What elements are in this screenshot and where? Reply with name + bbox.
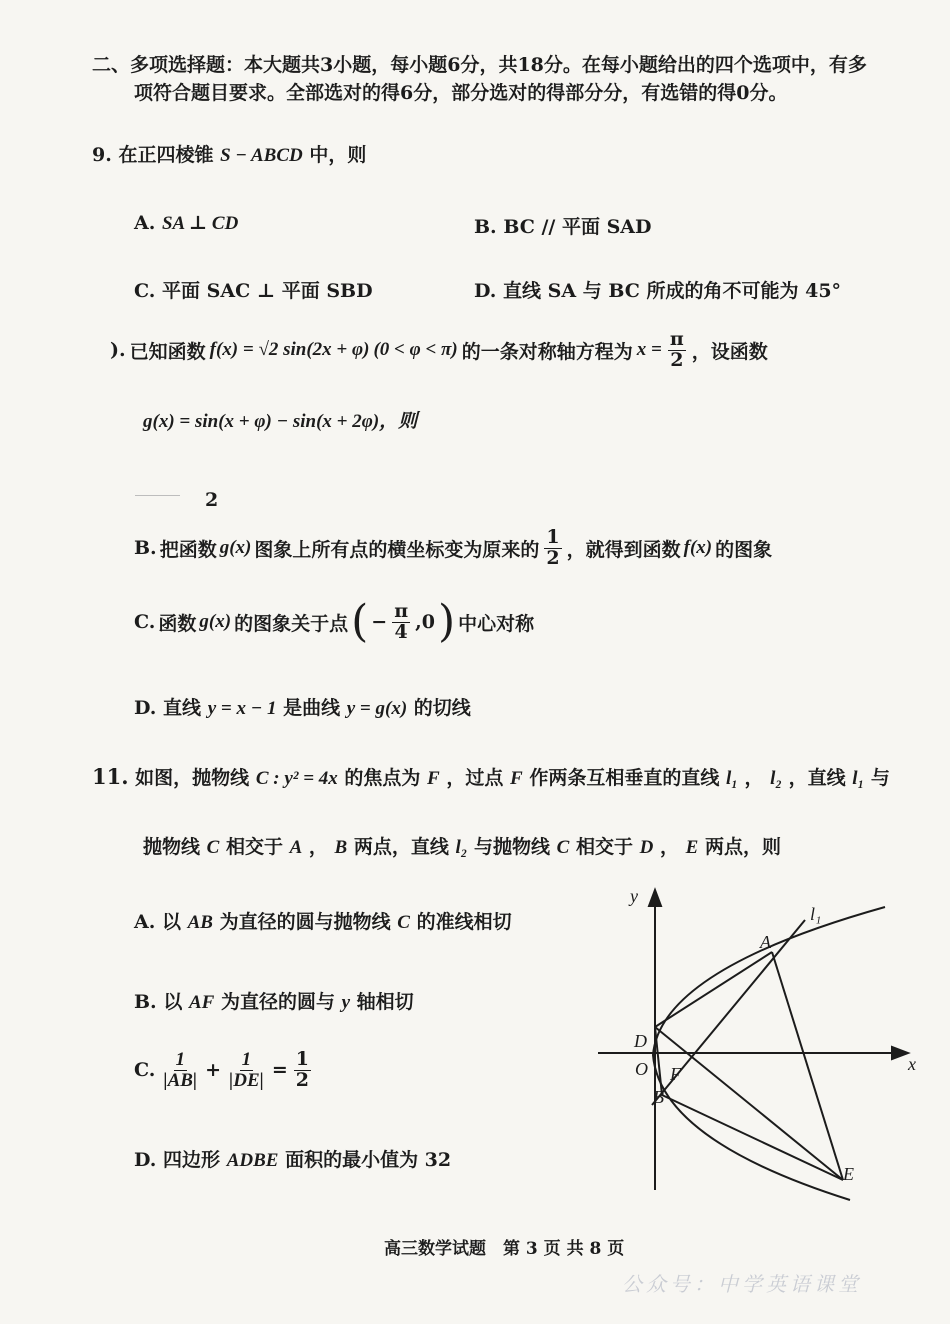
point-d-label: D	[634, 1031, 647, 1051]
stem-math: A	[289, 837, 303, 858]
option-text: ，就得到函数	[566, 538, 681, 561]
stem-math: F	[510, 768, 523, 789]
scan-artifact-line	[135, 495, 180, 496]
y-axis-arrow	[649, 890, 661, 906]
fraction-denominator: 4	[394, 620, 408, 643]
option-letter: A.	[134, 911, 156, 933]
focus-f-label: F	[670, 1064, 681, 1084]
section-heading-line2: 项符合题目要求。全部选对的得6分，部分选对的得部分分，有选错的得0分。	[134, 82, 788, 104]
fraction-denominator: 2	[670, 348, 684, 371]
option-text: 的图象	[715, 538, 773, 561]
stem-text: 相交于	[575, 836, 633, 858]
question-11-option-c	[134, 1050, 313, 1091]
option-letter: A.	[134, 212, 156, 234]
option-text: SA ⊥ CD	[161, 213, 239, 234]
option-text: 面积的最小值为 32	[285, 1149, 452, 1171]
segment-ae	[772, 952, 843, 1180]
option-letter: C.	[134, 280, 156, 302]
question-10-prefix: 已知函数	[129, 340, 206, 363]
option-letter: B.	[474, 216, 497, 238]
stem-math: l₁	[725, 768, 738, 789]
option-fraction	[392, 599, 410, 643]
question-9-option-d	[474, 276, 841, 303]
option-letter: D.	[134, 697, 157, 719]
option-fraction-ab	[161, 1050, 199, 1091]
stem-text: 两点，则	[704, 836, 781, 858]
fraction-numerator: 1	[295, 1048, 309, 1070]
option-fraction-de	[227, 1050, 266, 1091]
stem-text: ，直线	[788, 767, 846, 789]
question-10-option-c	[134, 596, 535, 647]
stem-math: F	[427, 768, 440, 789]
option-text: 为直径的圆与	[220, 991, 335, 1013]
option-text: 的图象关于点	[234, 612, 349, 635]
option-text: 把函数	[159, 538, 217, 561]
equals-sign: =	[271, 1059, 288, 1082]
fraction-denominator: 2	[295, 1068, 309, 1091]
stem-math: C	[556, 837, 570, 858]
option-math: g(x)	[199, 611, 232, 632]
fraction-denominator: |DE|	[229, 1069, 264, 1091]
page-footer: 高三数学试题 第 3 页 共 8 页	[384, 1239, 625, 1259]
option-letter: D.	[134, 1149, 157, 1171]
option-text: 以	[161, 911, 181, 933]
stem-math: D	[639, 837, 654, 858]
stem-math: C : y² = 4x	[255, 768, 338, 789]
question-9-pyramid: S − ABCD	[220, 145, 303, 166]
option-text: 是曲线	[283, 697, 341, 719]
question-10-option-b	[134, 528, 772, 569]
option-text: 的准线相切	[416, 911, 512, 933]
question-11-option-b	[134, 987, 414, 1014]
option-math: y = x − 1	[207, 698, 277, 719]
option-text: 的切线	[413, 697, 471, 719]
option-text: 中心对称	[458, 612, 535, 635]
x-axis-arrow	[892, 1047, 908, 1059]
question-10-stem	[110, 330, 768, 371]
option-math: AB	[187, 912, 213, 933]
watermark-text: 公众号：中学英语课堂	[622, 1272, 862, 1296]
stem-math: l₁	[852, 768, 865, 789]
question-9-option-a	[134, 212, 238, 235]
fraction-numerator: π	[669, 328, 684, 350]
stem-text: ，	[659, 836, 679, 858]
parabola-figure	[590, 880, 930, 1210]
fraction-denominator: 2	[546, 546, 560, 569]
question-11-line1	[92, 763, 890, 790]
stem-text: 作两条互相垂直的直线	[529, 767, 720, 789]
option-fraction-half	[294, 1050, 311, 1091]
point-a-label: A	[760, 932, 771, 952]
option-text: 直线	[163, 697, 202, 719]
fraction-numerator: 1	[546, 526, 560, 548]
option-fraction	[544, 528, 561, 569]
question-10-axis-fraction	[668, 330, 686, 371]
question-9-option-b	[474, 212, 652, 239]
question-11-number: 11.	[92, 764, 129, 789]
option-math: f(x)	[683, 537, 713, 559]
option-math: AF	[188, 992, 215, 1013]
question-10-number: ).	[110, 339, 126, 362]
question-9-number: 9.	[92, 144, 112, 166]
question-9-prefix: 在正四棱锥	[118, 144, 214, 166]
stem-math: l₂	[455, 837, 468, 858]
question-9-suffix: 中，则	[309, 144, 367, 166]
question-11-line2	[143, 832, 781, 859]
option-math: y = g(x)	[346, 698, 408, 719]
fraction-numerator: 1	[241, 1049, 252, 1070]
stem-text: ，	[308, 836, 328, 858]
option-text: 平面 SAC ⊥ 平面 SBD	[162, 280, 373, 302]
option-letter: B.	[134, 991, 157, 1013]
option-math: y	[341, 992, 351, 1013]
negative-sign: −	[371, 611, 388, 633]
option-text: BC // 平面 SAD	[503, 216, 652, 238]
stem-text: ，过点	[446, 767, 504, 789]
fraction-numerator: π	[394, 599, 409, 622]
stem-math: E	[685, 837, 699, 858]
segment-db	[655, 1027, 662, 1095]
option-letter: C.	[134, 1059, 156, 1082]
option-text: 以	[163, 991, 183, 1013]
stem-text: 两点，直线	[353, 836, 449, 858]
question-10-option-a-fragment: 2	[205, 489, 219, 511]
y-axis-label: y	[630, 886, 638, 906]
stem-math: l₂	[770, 768, 783, 789]
line-l2	[655, 1027, 843, 1180]
option-letter: C.	[134, 611, 156, 633]
option-letter: D.	[474, 280, 497, 302]
question-10-mid: 的一条对称轴方程为	[461, 340, 633, 363]
option-letter: B.	[134, 537, 157, 560]
question-9-stem	[92, 140, 366, 167]
stem-math: C	[206, 837, 220, 858]
question-10-function-f: f(x) = √2 sin(2x + φ)	[209, 339, 370, 361]
question-10-axis-lhs: x =	[636, 339, 662, 361]
point-b-label: B	[653, 1087, 664, 1107]
origin-label: O	[635, 1059, 648, 1079]
stem-text: 相交于	[225, 836, 283, 858]
section-heading-line1: 二、多项选择题：本大题共3小题，每小题6分，共18分。在每小题给出的四个选项中，有多	[92, 54, 867, 76]
option-text: 直线 SA 与 BC 所成的角不可能为 45°	[503, 280, 842, 302]
stem-text: 与抛物线	[474, 836, 551, 858]
option-text: 图象上所有点的横坐标变为原来的	[254, 538, 540, 561]
segment-be	[662, 1095, 843, 1180]
left-paren: (	[351, 596, 369, 647]
fraction-numerator: 1	[175, 1049, 186, 1070]
question-10-option-d	[134, 693, 471, 720]
option-math: g(x)	[219, 537, 252, 559]
question-10-suffix: ，设函数	[691, 340, 768, 363]
stem-math: B	[334, 837, 348, 858]
right-paren: )	[437, 596, 456, 647]
question-9-option-c	[134, 276, 373, 303]
point-e-label: E	[843, 1164, 854, 1184]
stem-text: 如图，抛物线	[135, 767, 250, 789]
option-text: 四边形	[163, 1149, 221, 1171]
fraction-denominator: |AB|	[163, 1069, 198, 1091]
option-math: ADBE	[226, 1150, 279, 1171]
plus-sign: +	[205, 1059, 222, 1082]
x-axis-label: x	[908, 1054, 916, 1074]
question-10-function-g: g(x) = sin(x + φ) − sin(x + 2φ)，则	[143, 411, 418, 432]
stem-text: 抛物线	[143, 836, 201, 858]
l1-label: l₁	[810, 904, 822, 924]
segment-ad	[655, 952, 772, 1027]
option-text: 为直径的圆与抛物线	[219, 911, 391, 933]
question-10-range: (0 < φ < π)	[373, 339, 458, 361]
stem-text: 的焦点为	[344, 767, 421, 789]
option-math: C	[397, 912, 410, 933]
question-11-option-d	[134, 1145, 451, 1172]
stem-text: ，	[744, 767, 764, 789]
option-text: 函数	[158, 612, 197, 635]
question-11-option-a	[134, 907, 512, 934]
option-text: 轴相切	[356, 991, 414, 1013]
point-tail: ,0	[415, 611, 435, 633]
stem-text: 与	[870, 767, 890, 789]
